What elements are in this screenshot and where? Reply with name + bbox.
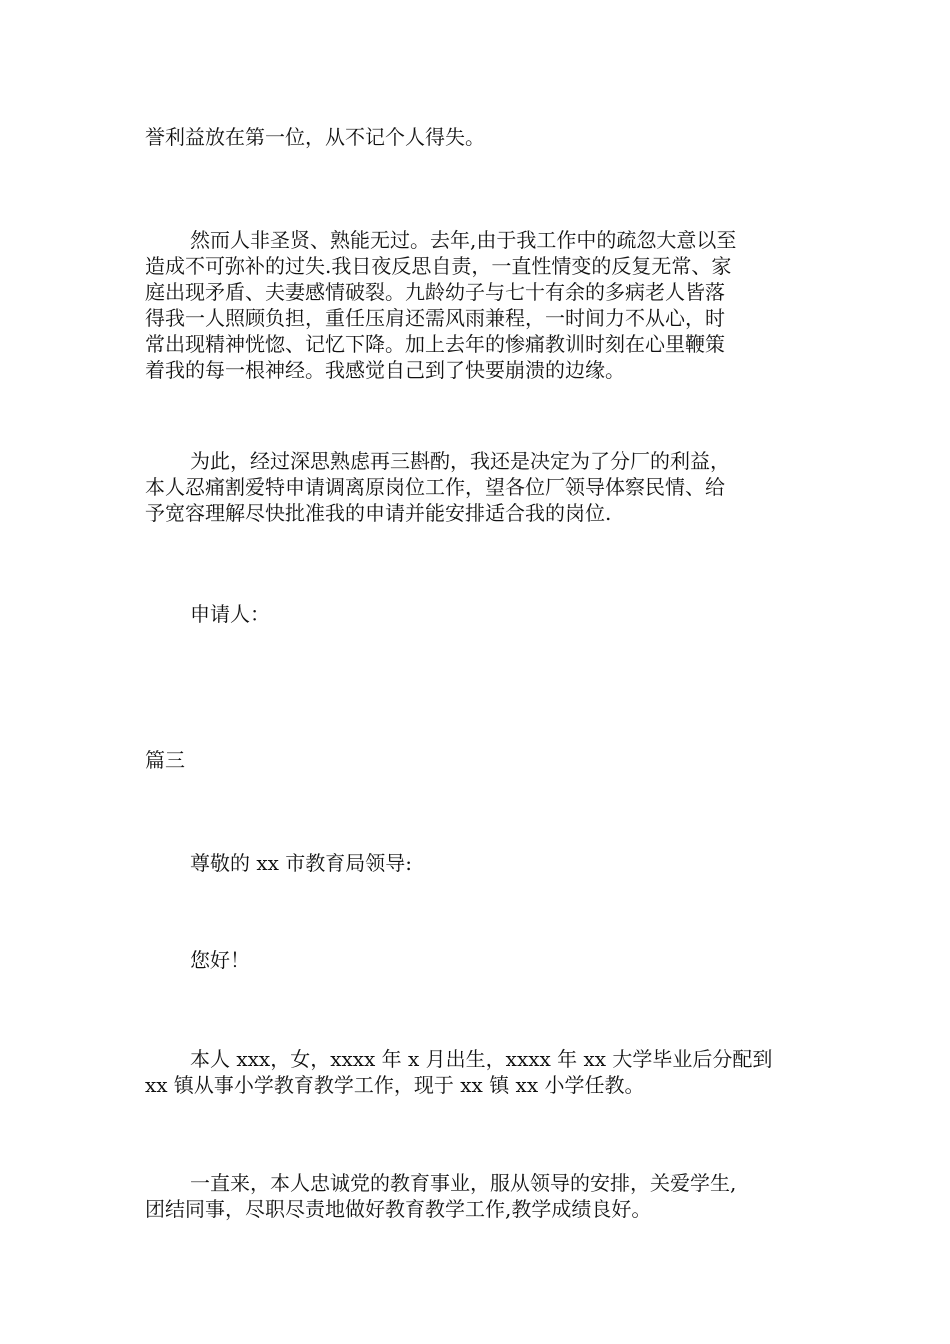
text-line: 本人 xxx，女，xxxx 年 x 月出生，xxxx 年 xx 大学毕业后分配到 bbox=[190, 1047, 773, 1071]
text-line: 得我一人照顾负担，重任压肩还需风雨兼程，一时间力不从心，时 bbox=[145, 306, 725, 330]
text-line: 誉利益放在第一位，从不记个人得失。 bbox=[145, 125, 485, 149]
text-line: 然而人非圣贤、熟能无过。去年,由于我工作中的疏忽大意以至 bbox=[190, 228, 737, 252]
text-line: 团结同事，尽职尽责地做好教育教学工作,教学成绩良好。 bbox=[145, 1197, 652, 1221]
text-line: 为此，经过深思熟虑再三斟酌，我还是决定为了分厂的利益， bbox=[190, 449, 730, 473]
text-line: 着我的每一根神经。我感觉自己到了快要崩溃的边缘。 bbox=[145, 358, 625, 382]
text-line: 常出现精神恍惚、记忆下降。加上去年的惨痛教训时刻在心里鞭策 bbox=[145, 332, 725, 356]
greeting bbox=[145, 947, 805, 973]
salutation-text: 尊敬的 xx 市教育局领导: bbox=[190, 851, 413, 875]
paragraph-request bbox=[145, 448, 805, 526]
text-line: 一直来，本人忠诚党的教育事业，服从领导的安排，关爱学生, bbox=[190, 1171, 737, 1195]
paragraph-introduction bbox=[145, 1046, 805, 1098]
text-line: 造成不可弥补的过失.我日夜反思自责，一直性情变的反复无常、家 bbox=[145, 254, 732, 278]
section-title: 篇三 bbox=[145, 748, 185, 772]
text-line: 本人忍痛割爱特申请调离原岗位工作，望各位厂领导体察民情、给 bbox=[145, 475, 725, 499]
paragraph-regret bbox=[145, 227, 805, 383]
applicant-label: 申请人： bbox=[190, 602, 270, 626]
section-heading bbox=[145, 747, 805, 773]
paragraph-performance bbox=[145, 1170, 805, 1222]
text-line: 庭出现矛盾、夫妻感情破裂。九龄幼子与七十有余的多病老人皆落 bbox=[145, 280, 725, 304]
greeting-text: 您好！ bbox=[190, 948, 250, 972]
applicant-line bbox=[145, 601, 805, 627]
salutation bbox=[145, 850, 805, 876]
text-line: 予宽容理解尽快批准我的申请并能安排适合我的岗位. bbox=[145, 501, 612, 525]
text-line: xx 镇从事小学教育教学工作，现于 xx 镇 xx 小学任教。 bbox=[145, 1073, 645, 1097]
paragraph-continuation bbox=[145, 124, 805, 150]
